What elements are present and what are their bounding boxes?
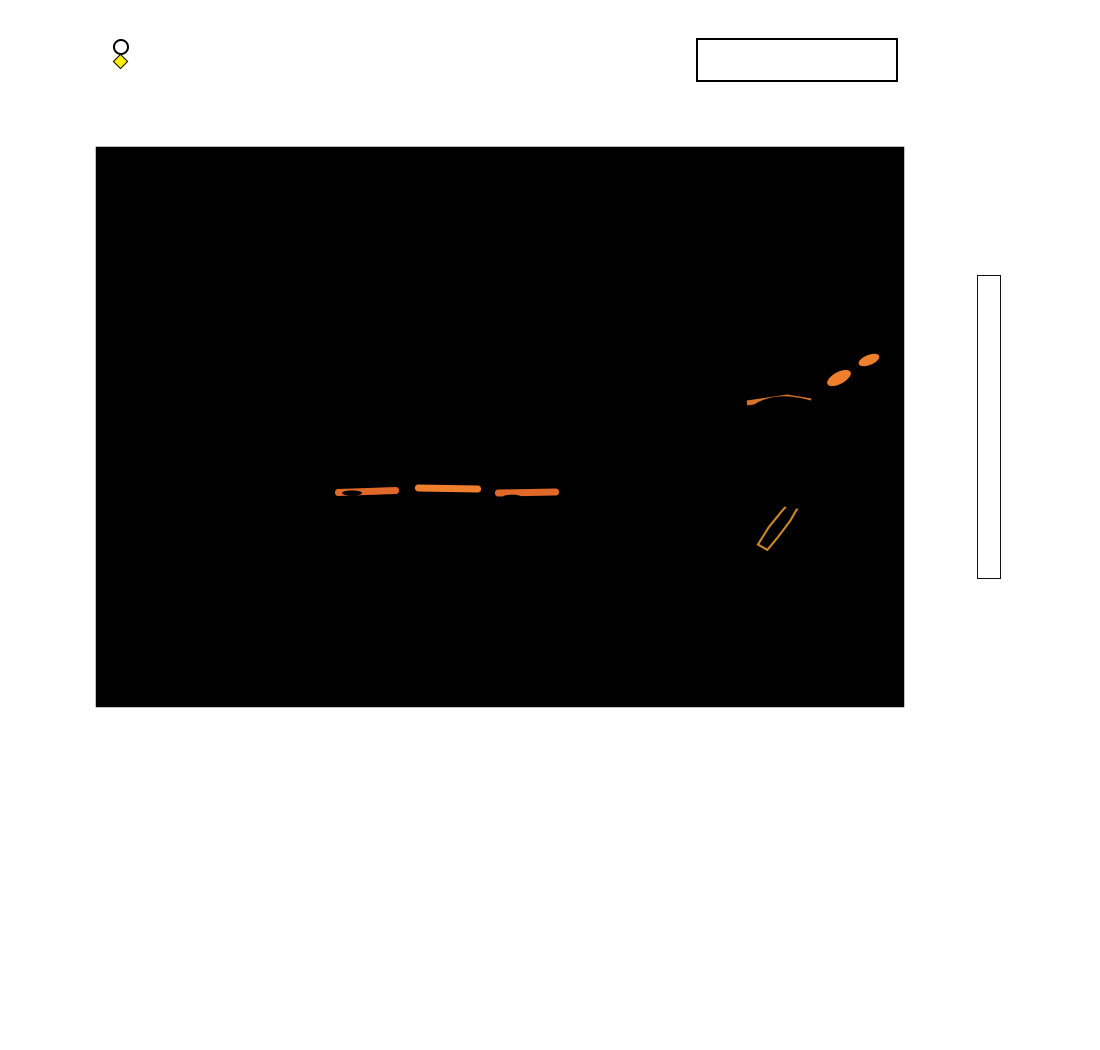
islet	[203, 239, 227, 257]
ndbc-diamond-icon	[113, 54, 129, 70]
currents-legend-box	[696, 38, 898, 82]
usm-circle-icon	[113, 39, 129, 55]
salinity-colorbar	[977, 275, 1001, 579]
currents-arrow-icons	[698, 40, 896, 80]
map-canvas	[87, 138, 913, 716]
